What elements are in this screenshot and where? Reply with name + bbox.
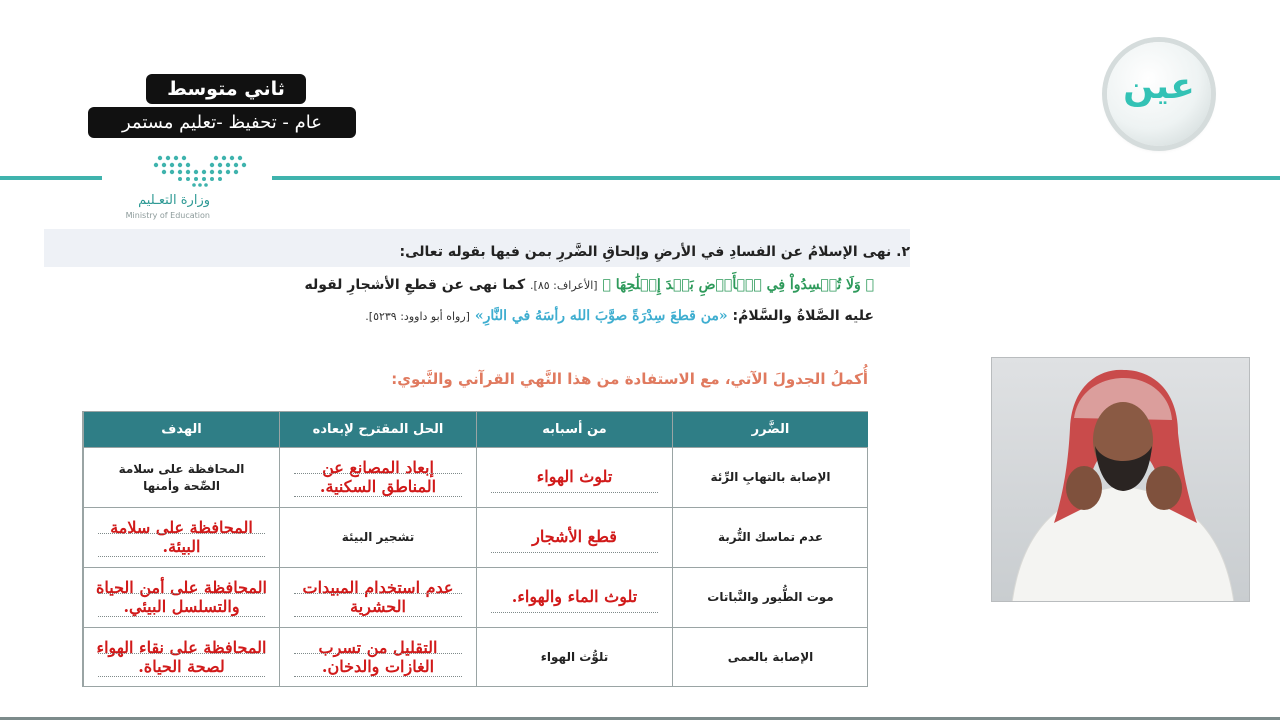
answer-line <box>98 593 265 594</box>
handwritten-answer: إبعاد المصانع عن المناطق السكنية. <box>319 458 437 496</box>
answer-line <box>294 496 462 497</box>
header-divider-right <box>272 176 1280 180</box>
table-cell-cause: تلوُّث الهواء <box>476 628 672 687</box>
paragraph-line-3-head: عليه الصَّلاةُ والسَّلامُ: <box>732 308 874 324</box>
track-label: عام - تحفيظ -تعليم مستمر <box>88 107 356 138</box>
handwritten-answer: تلوث الهواء <box>536 467 613 487</box>
hadith-reference: [رواه أبو داوود: ٥٢٣٩]. <box>365 310 470 323</box>
paragraph-line-2 <box>305 277 874 293</box>
table-header-goal: الهدف <box>83 412 279 448</box>
table-cell-solution <box>279 568 476 628</box>
table-cell-solution <box>279 448 476 508</box>
hadith-text: «من قطعَ سِدْرَةً صوَّبَ الله رأسَهُ في النَّارِ» <box>474 308 728 324</box>
harms-table <box>82 411 868 687</box>
handwritten-answer: قطع الأشجار <box>532 527 617 547</box>
quran-verse: ﴿ وَلَا تُفۡسِدُواْ فِي ٱلۡأَرۡضِ بَعۡدَ إِصۡلَٰحِهَا ﴾ <box>602 277 874 293</box>
verse-reference: [الأعراف: ٨٥]. <box>530 279 598 292</box>
handwritten-answer: تلوث الماء والهواء. <box>511 587 638 607</box>
table-cell-harm: عدم تماسك التُّربة <box>672 508 868 568</box>
answer-line <box>491 552 658 553</box>
ministry-name-arabic: وزارة التعـليم <box>138 193 210 208</box>
handwritten-answer: المحافظة على سلامة البيئة. <box>110 518 253 556</box>
goal-text: المحافظة على سلامة الصِّحة وأمنها <box>118 462 245 493</box>
answer-line <box>294 473 462 474</box>
channel-logo-text: عين <box>1123 66 1195 107</box>
answer-line <box>491 492 658 493</box>
table-cell-goal <box>83 568 279 628</box>
presenter-video <box>991 357 1250 602</box>
table-cell-harm: الإصابة بالعمى <box>672 628 868 687</box>
answer-line <box>294 616 462 617</box>
table-cell-solution: تشجير البيئة <box>279 508 476 568</box>
table-cell-goal <box>83 448 279 508</box>
table-header-harm: الضَّرر <box>672 412 868 448</box>
presenter-figure-icon <box>992 358 1250 602</box>
answer-line <box>294 676 462 677</box>
paragraph-line-3 <box>365 308 874 324</box>
handwritten-answer: عدم استخدام المبيدات الحشرية <box>302 578 454 616</box>
paragraph-line-2-tail: كما نهى عن قطعِ الأشجارِ لقوله <box>304 277 526 293</box>
paragraph-line-1: ٢. نهى الإسلامُ عن الفسادِ في الأرضِ وإلحاقِ الضَّررِ بمن فيها بقوله تعالى: <box>399 244 910 260</box>
grade-label: ثاني متوسط <box>146 74 306 104</box>
table-header-cause: من أسبابه <box>476 412 672 448</box>
answer-line <box>98 556 265 557</box>
handwritten-answer: المحافظة على أمن الحياة والتسلسل البيئي. <box>96 578 267 616</box>
table-cell-goal <box>83 508 279 568</box>
answer-line <box>98 676 265 677</box>
answer-line <box>98 653 265 654</box>
answer-line <box>294 593 462 594</box>
table-cell-harm: موت الطُّيور والنَّباتات <box>672 568 868 628</box>
table-cell-cause <box>476 568 672 628</box>
table-cell-goal <box>83 628 279 687</box>
table-header-solution: الحل المقترح لإبعاده <box>279 412 476 448</box>
ministry-name-english: Ministry of Education <box>125 211 210 220</box>
table-cell-cause <box>476 448 672 508</box>
answer-line <box>98 616 265 617</box>
table-cell-cause <box>476 508 672 568</box>
answer-line <box>294 653 462 654</box>
handwritten-answer: المحافظة على نقاء الهواء لصحة الحياة. <box>96 638 267 676</box>
ministry-logo-icon <box>150 152 250 188</box>
table-cell-solution <box>279 628 476 687</box>
handwritten-answer: التقليل من تسرب الغازات والدخان. <box>318 638 438 676</box>
answer-line <box>491 612 658 613</box>
header-divider-left <box>0 176 102 180</box>
table-instruction: أُكملُ الجدولَ الآتي، مع الاستفادة من هذا النَّهي القرآني والنَّبوي: <box>391 370 868 388</box>
answer-line <box>98 533 265 534</box>
table-cell-harm: الإصابة بالتهابِ الرِّئة <box>672 448 868 508</box>
